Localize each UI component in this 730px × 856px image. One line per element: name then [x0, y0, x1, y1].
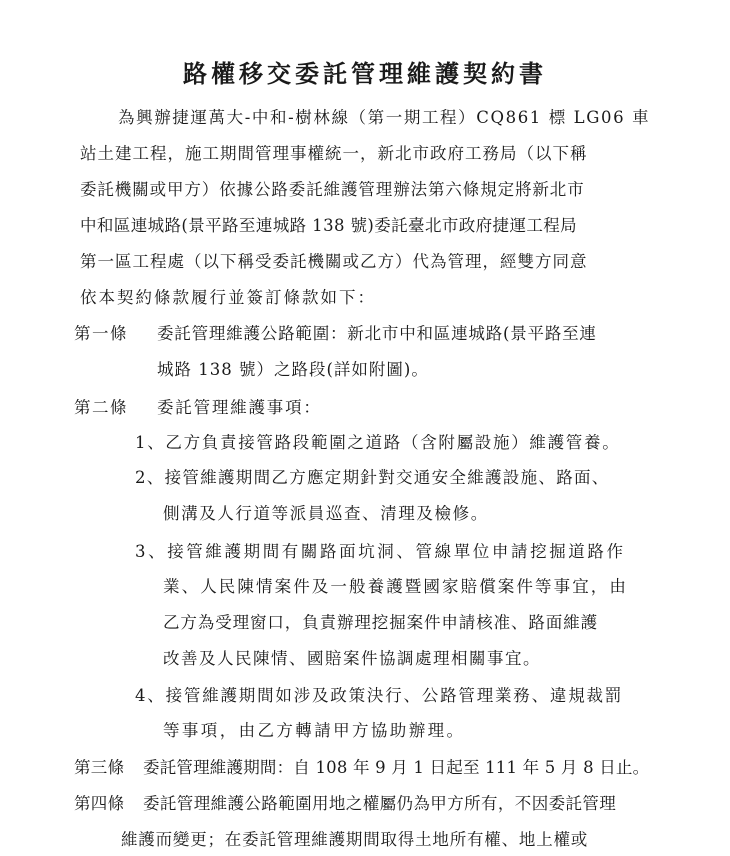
preamble-line: 站土建工程，施工期間管理事權統一，新北市政府工務局（以下稱: [80, 144, 588, 163]
article-4-text: 委託管理維護公路範圍用地之權屬仍為甲方所有，不因委託管理: [143, 794, 617, 813]
article-2-item-3-cont: 業、人民陳情案件及一般養護暨國家賠償案件等事宜，由: [163, 577, 628, 596]
preamble-line: 為興辦捷運萬大-中和-樹林線（第一期工程）CQ861 標 LG06 車: [118, 108, 651, 127]
article-2-text: 委託管理維護事項：: [157, 398, 322, 417]
preamble-line: 中和區連城路(景平路至連城路 138 號)委託臺北市政府捷運工程局: [80, 216, 578, 235]
article-2-item-3: 3、接管維護期間有關路面坑洞、管線單位申請挖掘道路作: [135, 542, 626, 561]
article-1-text: 城路 138 號）之路段(詳如附圖)。: [157, 360, 429, 379]
article-2-item-2: 2、接管維護期間乙方應定期針對交通安全維護設施、路面、: [135, 468, 610, 487]
article-2-label: 第二條: [74, 398, 128, 417]
article-1-label: 第一條: [74, 324, 128, 343]
article-2-item-4: 4、接管維護期間如涉及政策決行、公路管理業務、違規裁罰: [135, 686, 624, 705]
article-4-text: 維護而變更；在委託管理維護期間取得土地所有權、地上權或: [121, 830, 589, 849]
article-2-item-3-cont: 改善及人民陳情、國賠案件協調處理相關事宜。: [163, 649, 541, 668]
article-2-item-4-cont: 等事項，由乙方轉請甲方協助辦理。: [163, 721, 466, 740]
article-4-label: 第四條: [74, 794, 125, 813]
article-2-item-1: 1、乙方負責接管路段範圍之道路（含附屬設施）維護管養。: [135, 433, 621, 452]
document-title: 路權移交委託管理維護契約書: [183, 59, 547, 88]
preamble-line: 依本契約條款履行並簽訂條款如下：: [80, 288, 376, 307]
article-2-item-3-cont: 乙方為受理窗口，負責辦理挖掘案件申請核准、路面維護: [163, 613, 598, 632]
preamble-line: 委託機關或甲方）依據公路委託維護管理辦法第六條規定將新北市: [80, 180, 585, 199]
article-3-label: 第三條: [74, 758, 125, 777]
preamble-line: 第一區工程處（以下稱受委託機關或乙方）代為管理，經雙方同意: [80, 252, 588, 271]
article-3-text: 委託管理維護期間：自 108 年 9 月 1 日起至 111 年 5 月 8 日止。: [143, 758, 650, 777]
article-2-item-2-cont: 側溝及人行道等派員巡查、清理及檢修。: [163, 504, 489, 523]
article-1-text: 委託管理維護公路範圍：新北市中和區連城路(景平路至連: [157, 324, 597, 343]
